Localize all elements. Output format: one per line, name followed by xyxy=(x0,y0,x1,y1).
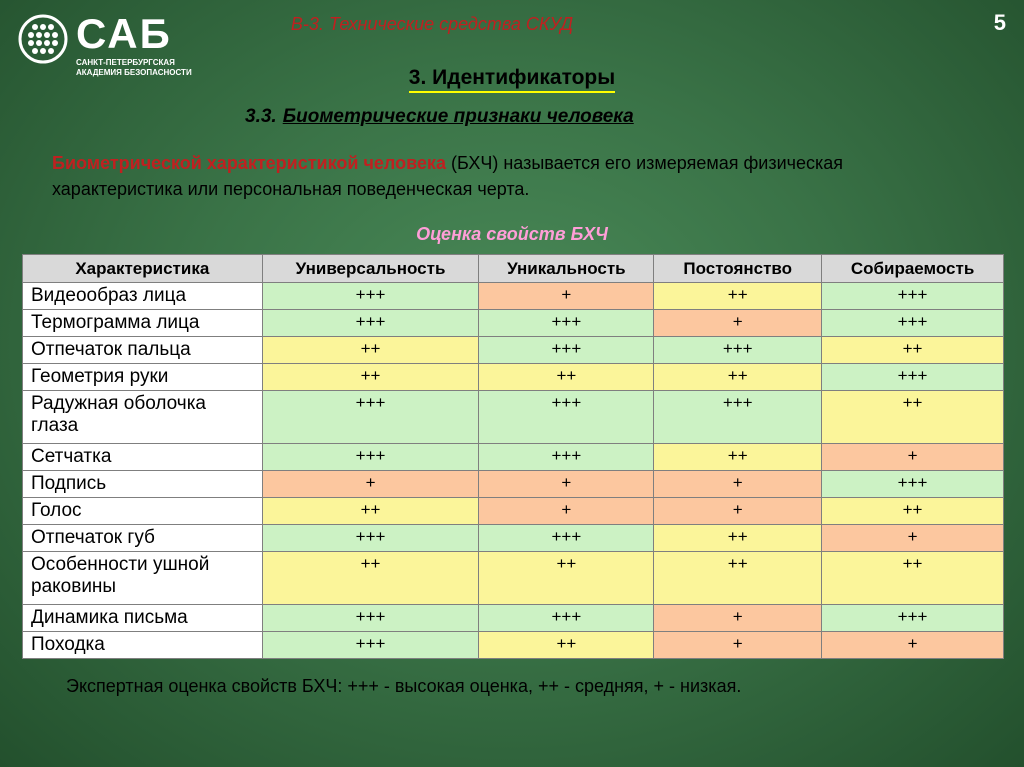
section-title-text: В-3. Технические средства СКУД xyxy=(290,14,574,34)
row-name: Голос xyxy=(23,498,263,525)
rating-cell: + xyxy=(479,471,654,498)
table-row xyxy=(23,552,1004,605)
table-row xyxy=(23,471,1004,498)
rating-cell: +++ xyxy=(654,391,822,444)
table-caption: Оценка свойств БХЧ xyxy=(416,224,608,244)
table-row xyxy=(23,310,1004,337)
rating-cell: +++ xyxy=(822,471,1004,498)
rating-cell: + xyxy=(479,498,654,525)
logo-subtitle-line2: АКАДЕМИЯ БЕЗОПАСНОСТИ xyxy=(76,68,192,77)
table-row xyxy=(23,498,1004,525)
row-name: Динамика письма xyxy=(23,605,263,632)
rating-cell: +++ xyxy=(479,525,654,552)
page-number: 5 xyxy=(993,10,1006,35)
rating-cell: +++ xyxy=(262,310,479,337)
row-name: Видеообраз лица xyxy=(23,283,263,310)
table-row xyxy=(23,525,1004,552)
table-header-row xyxy=(23,255,1004,283)
rating-cell: + xyxy=(479,283,654,310)
section-title xyxy=(0,14,1024,35)
rating-cell: ++ xyxy=(262,498,479,525)
intro-highlight: Биометрической характеристикой человека xyxy=(52,153,446,173)
rating-cell: +++ xyxy=(262,391,479,444)
rating-cell: +++ xyxy=(262,605,479,632)
row-name: Отпечаток губ xyxy=(23,525,263,552)
rating-cell: +++ xyxy=(479,310,654,337)
header-collectability: Собираемость xyxy=(822,255,1004,283)
rating-cell: ++ xyxy=(654,525,822,552)
rating-cell: ++ xyxy=(654,283,822,310)
footer-note: Экспертная оценка свойств БХЧ: +++ - высокая оценка, ++ - средняя, + - низкая. xyxy=(66,676,742,696)
rating-cell: +++ xyxy=(479,444,654,471)
rating-cell: +++ xyxy=(654,337,822,364)
rating-cell: + xyxy=(822,632,1004,659)
table-row xyxy=(23,444,1004,471)
rating-cell: +++ xyxy=(822,310,1004,337)
row-name: Особенности ушной раковины xyxy=(23,552,263,605)
row-name: Геометрия руки xyxy=(23,364,263,391)
rating-cell: ++ xyxy=(654,364,822,391)
intro-paragraph xyxy=(52,150,952,202)
header-universality: Универсальность xyxy=(262,255,479,283)
rating-cell: +++ xyxy=(262,283,479,310)
rating-cell: + xyxy=(822,525,1004,552)
rating-cell: ++ xyxy=(822,337,1004,364)
table-row xyxy=(23,364,1004,391)
header-uniqueness: Уникальность xyxy=(479,255,654,283)
rating-cell: +++ xyxy=(479,605,654,632)
rating-cell: + xyxy=(262,471,479,498)
rating-cell: +++ xyxy=(822,364,1004,391)
table-row xyxy=(23,391,1004,444)
rating-cell: ++ xyxy=(822,391,1004,444)
page-title-text: 3. Идентификаторы xyxy=(409,66,615,93)
rating-cell: + xyxy=(822,444,1004,471)
table-body xyxy=(23,283,1004,659)
rating-cell: +++ xyxy=(822,283,1004,310)
row-name: Сетчатка xyxy=(23,444,263,471)
rating-cell: + xyxy=(654,605,822,632)
table-row xyxy=(23,605,1004,632)
table-row xyxy=(23,283,1004,310)
row-name: Радужная оболочка глаза xyxy=(23,391,263,444)
row-name: Отпечаток пальца xyxy=(23,337,263,364)
biometric-table xyxy=(22,254,1004,659)
rating-cell: + xyxy=(654,632,822,659)
row-name: Походка xyxy=(23,632,263,659)
rating-cell: ++ xyxy=(479,632,654,659)
intro-rest: (БХЧ) называется его измеряемая физическая характеристика или персональная поведенческая черта. xyxy=(52,153,844,199)
header-permanence: Постоянство xyxy=(654,255,822,283)
rating-cell: ++ xyxy=(262,364,479,391)
rating-cell: + xyxy=(654,310,822,337)
page-title xyxy=(0,66,1024,90)
row-name: Подпись xyxy=(23,471,263,498)
logo-text: САБ xyxy=(76,10,172,57)
subtitle-text: Биометрические признаки человека xyxy=(282,106,634,127)
subtitle xyxy=(245,106,634,128)
rating-cell: + xyxy=(654,498,822,525)
rating-cell: +++ xyxy=(262,444,479,471)
rating-cell: ++ xyxy=(654,444,822,471)
rating-cell: +++ xyxy=(822,605,1004,632)
rating-cell: ++ xyxy=(262,337,479,364)
rating-cell: + xyxy=(654,471,822,498)
rating-cell: ++ xyxy=(822,552,1004,605)
table-row xyxy=(23,632,1004,659)
rating-cell: ++ xyxy=(479,364,654,391)
rating-cell: +++ xyxy=(262,632,479,659)
rating-cell: +++ xyxy=(479,337,654,364)
rating-cell: ++ xyxy=(654,552,822,605)
row-name: Термограмма лица xyxy=(23,310,263,337)
table-row xyxy=(23,337,1004,364)
rating-cell: +++ xyxy=(262,525,479,552)
rating-cell: ++ xyxy=(822,498,1004,525)
logo-subtitle-line1: САНКТ-ПЕТЕРБУРГСКАЯ xyxy=(76,58,175,67)
rating-cell: +++ xyxy=(479,391,654,444)
subtitle-number: 3.3. xyxy=(245,106,277,127)
header-characteristic: Характеристика xyxy=(23,255,263,283)
rating-cell: ++ xyxy=(479,552,654,605)
rating-cell: ++ xyxy=(262,552,479,605)
